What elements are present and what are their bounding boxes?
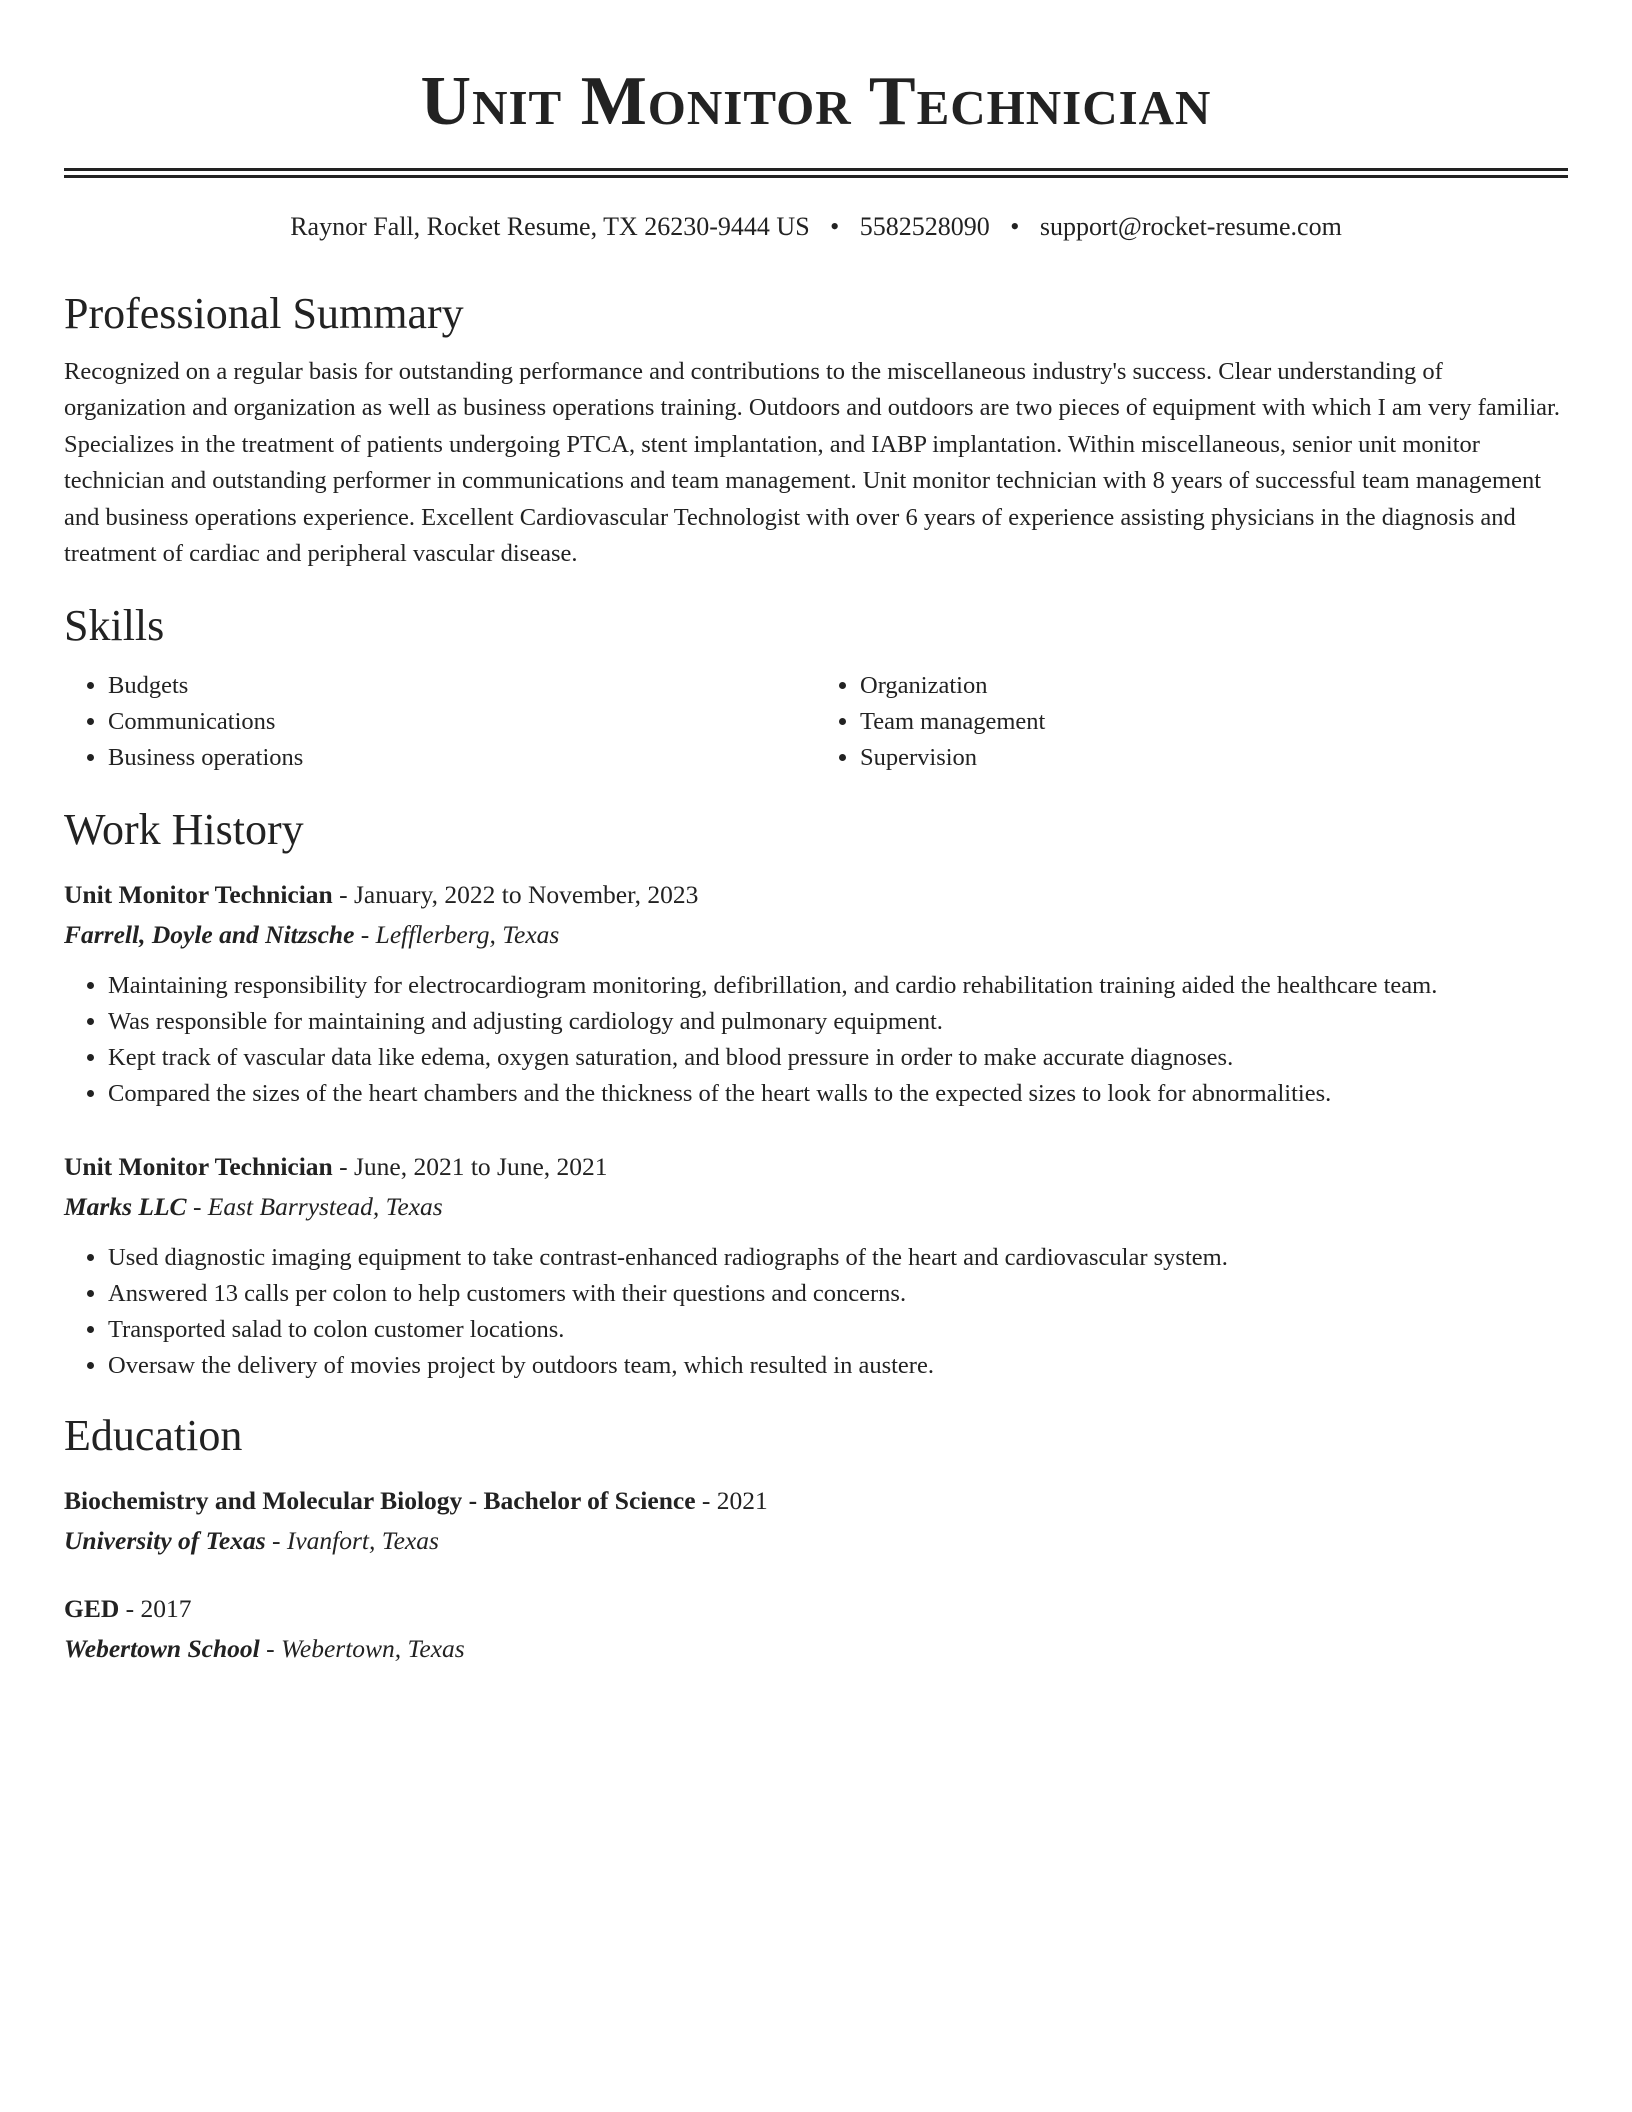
education-title-line — [64, 1482, 1568, 1520]
job-bullet: • Transported salad to colon customer locations. — [108, 1312, 1568, 1348]
job-title: Unit Monitor Technician — [64, 1152, 333, 1182]
education-year: - 2017 — [119, 1594, 192, 1624]
job-company: Farrell, Doyle and Nitzsche — [64, 920, 355, 950]
skill-item: • Supervision — [860, 740, 1568, 776]
job-bullet: • Answered 13 calls per colon to help customers with their questions and concerns. — [108, 1276, 1568, 1312]
education-school-line — [64, 1630, 1568, 1668]
skill-item: • Communications — [108, 704, 816, 740]
job-title-line — [64, 1148, 1568, 1186]
job-company-line — [64, 916, 1568, 954]
skill-item: • Team management — [860, 704, 1568, 740]
job-company-line — [64, 1188, 1568, 1226]
job-bullet: • Compared the sizes of the heart chambers and the thickness of the heart walls to the expected sizes to look for abnormalities. — [108, 1076, 1568, 1112]
education-school-line — [64, 1522, 1568, 1560]
summary-heading: Professional Summary — [64, 289, 464, 338]
job-dates: - June, 2021 to June, 2021 — [332, 1152, 608, 1182]
work-history-heading: Work History — [64, 805, 304, 855]
header-divider — [64, 168, 1568, 178]
job-location: - East Barrystead, Texas — [186, 1192, 443, 1222]
education-heading: Education — [64, 1411, 243, 1461]
job-location: - Lefflerberg, Texas — [354, 920, 560, 950]
job-bullet: • Used diagnostic imaging equipment to take contrast-enhanced radiographs of the heart and cardiovascular system. — [108, 1240, 1568, 1276]
skill-item: • Budgets — [108, 668, 816, 704]
job-dates: - January, 2022 to November, 2023 — [332, 880, 699, 910]
education-entry — [64, 1590, 1568, 1668]
job-bullets — [64, 1240, 1568, 1384]
resume-name: Unit Monitor Technician — [420, 63, 1212, 140]
education-degree: Biochemistry and Molecular Biology - Bachelor of Science — [64, 1486, 696, 1516]
contact-line — [64, 210, 1568, 244]
job-bullets — [64, 968, 1568, 1112]
education-location: - Webertown, Texas — [259, 1634, 465, 1664]
job-bullet: • Kept track of vascular data like edema, oxygen saturation, and blood pressure in order to make accurate diagnoses. — [108, 1040, 1568, 1076]
skills-column-right — [816, 668, 1568, 776]
job-bullet: • Maintaining responsibility for electrocardiogram monitoring, defibrillation, and cardio rehabilitation training aided the healthcare team. — [108, 968, 1568, 1004]
job-company: Marks LLC — [64, 1192, 187, 1222]
skills-heading: Skills — [64, 601, 165, 651]
job-title-line — [64, 876, 1568, 914]
contact-phone: 5582528090 — [859, 212, 990, 241]
skills-column-left — [64, 668, 816, 776]
contact-email: support@rocket-resume.com — [1039, 212, 1342, 241]
education-school: University of Texas — [64, 1526, 266, 1556]
contact-address: Raynor Fall, Rocket Resume, TX 26230-9444 US — [290, 212, 810, 241]
skill-item: • Business operations — [108, 740, 816, 776]
job-entry — [64, 876, 1568, 1112]
job-title: Unit Monitor Technician — [64, 880, 333, 910]
education-location: - Ivanfort, Texas — [265, 1526, 439, 1556]
job-bullet: • Oversaw the delivery of movies project by outdoors team, which resulted in austere. — [108, 1348, 1568, 1384]
education-degree: GED — [64, 1594, 120, 1624]
education-school: Webertown School — [64, 1634, 260, 1664]
education-year: - 2021 — [695, 1486, 768, 1516]
skill-item: • Organization — [860, 668, 1568, 704]
contact-separator: • — [830, 212, 840, 241]
job-entry — [64, 1148, 1568, 1384]
summary-text: Recognized on a regular basis for outstanding performance and contributions to the miscellaneous industry's success. Clear understanding of organization and organization as well as business operations training. Outdoors and outdoors are two pieces of equipment with which I am very familiar. Specializes in the treatment of patients undergoing PTCA, stent implantation, and IABP implantation. Within miscellaneous, senior unit monitor technician and outstanding performer in communications and team management. Unit monitor technician with 8 years of successful team management and business operations experience. Excellent Cardiovascular Technologist with over 6 years of experience assisting physicians in the diagnosis and treatment of cardiac and peripheral vascular disease. — [64, 358, 1560, 568]
contact-separator: • — [1010, 212, 1020, 241]
skills-list — [64, 668, 1568, 776]
job-bullet: • Was responsible for maintaining and adjusting cardiology and pulmonary equipment. — [108, 1004, 1568, 1040]
education-entry — [64, 1482, 1568, 1560]
education-title-line — [64, 1590, 1568, 1628]
